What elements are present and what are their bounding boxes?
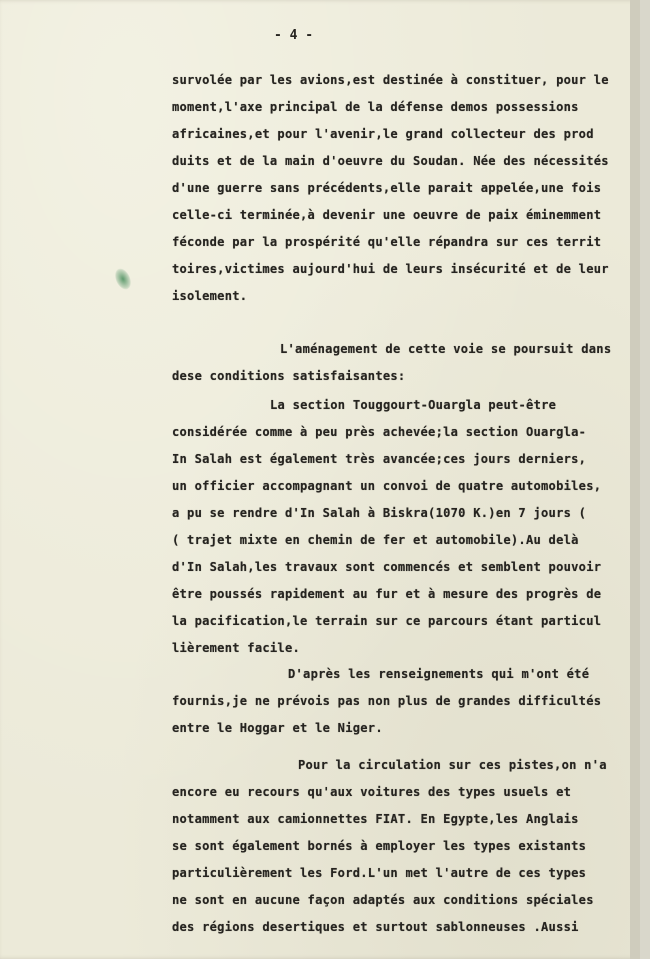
text-line: se sont également bornés à employer les types existants <box>172 839 587 853</box>
text-line: entre le Hoggar et le Niger. <box>172 721 383 735</box>
text-line: a pu se rendre d'In Salah à Biskra(1070 K.)en 7 jours ( <box>172 506 587 520</box>
text-line: dese conditions satisfaisantes: <box>172 369 406 383</box>
text-line: survolée par les avions,est destinée à constituer, pour le <box>172 73 609 87</box>
text-line: féconde par la prospérité qu'elle répandra sur ces territ <box>172 235 602 249</box>
text-line: La section Touggourt-Ouargla peut-être <box>270 398 557 412</box>
text-line: d'In Salah,les travaux sont commencés et semblent pouvoir <box>172 560 602 574</box>
page-number: - 4 - <box>274 28 314 43</box>
text-line: ( trajet mixte en chemin de fer et automobile).Au delà <box>172 533 579 547</box>
ink-stain <box>112 266 134 292</box>
text-line: notamment aux camionnettes FIAT. En Egypte,les Anglais <box>172 812 579 826</box>
text-line: lièrement facile. <box>172 641 301 655</box>
text-line: celle-ci terminée,à devenir une oeuvre de paix éminemment <box>172 208 602 222</box>
text-line: isolement. <box>172 289 248 303</box>
text-line: d'une guerre sans précédents,elle parait appelée,une fois <box>172 181 602 195</box>
text-line: des régions desertiques et surtout sablonneuses .Aussi <box>172 920 579 934</box>
text-line: D'après les renseignements qui m'ont été <box>288 667 590 681</box>
text-line: être poussés rapidement au fur et à mesure des progrès de <box>172 587 602 601</box>
text-line: africaines,et pour l'avenir,le grand collecteur des prod <box>172 127 594 141</box>
text-line: particulièrement les Ford.L'un met l'autre de ces types <box>172 866 587 880</box>
text-line: encore eu recours qu'aux voitures des types usuels et <box>172 785 572 799</box>
text-line: L'aménagement de cette voie se poursuit dans <box>280 342 612 356</box>
text-line: ne sont en aucune façon adaptés aux conditions spéciales <box>172 893 594 907</box>
text-line: considérée comme à peu près achevée;la section Ouargla- <box>172 425 587 439</box>
text-line: la pacification,le terrain sur ce parcours étant particul <box>172 614 602 628</box>
text-line: moment,l'axe principal de la défense demos possessions <box>172 100 579 114</box>
text-line: toires,victimes aujourd'hui de leurs insécurité et de leur <box>172 262 609 276</box>
text-line: In Salah est également très avancée;ces jours derniers, <box>172 452 587 466</box>
text-line: Pour la circulation sur ces pistes,on n'a <box>298 758 607 772</box>
text-line: fournis,je ne prévois pas non plus de grandes difficultés <box>172 694 602 708</box>
text-line: un officier accompagnant un convoi de quatre automobiles, <box>172 479 602 493</box>
text-line: duits et de la main d'oeuvre du Soudan. Née des nécessités <box>172 154 609 168</box>
page-edge <box>630 0 640 959</box>
